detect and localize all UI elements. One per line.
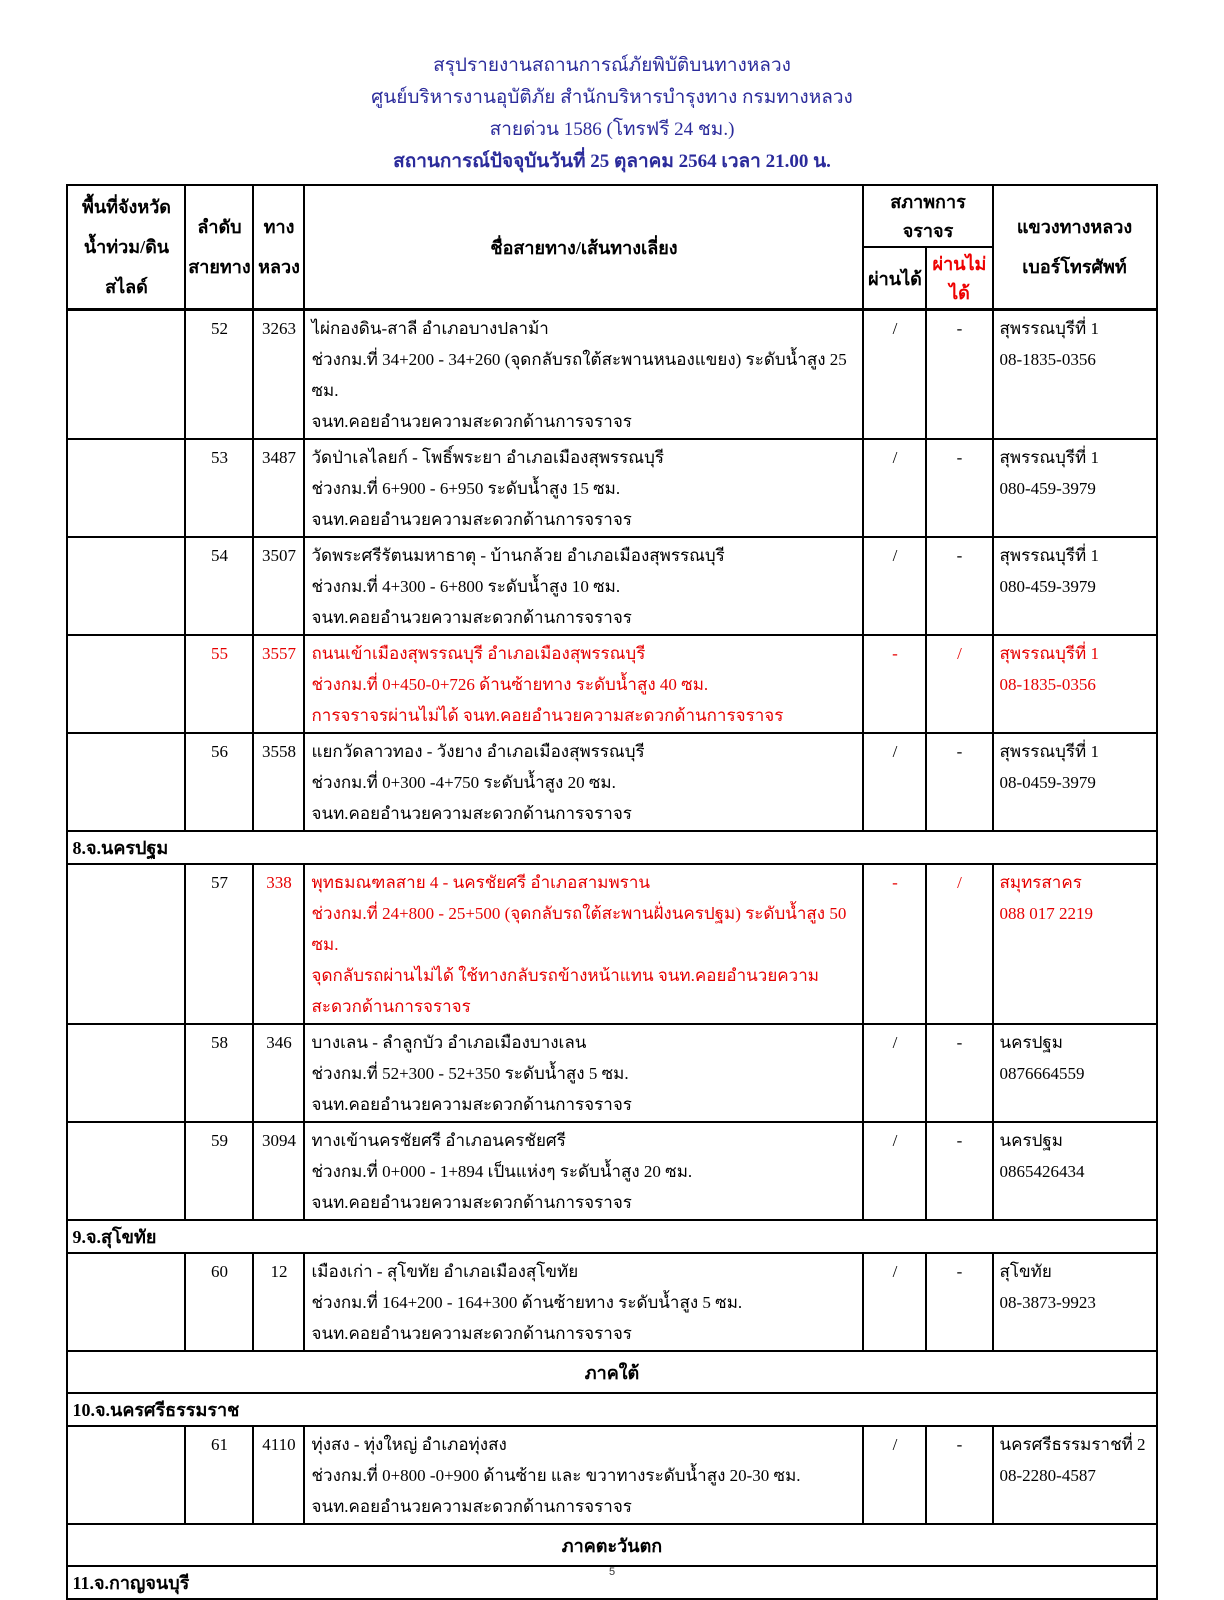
route-line: ช่วงกม.ที่ 6+900 - 6+950 ระดับน้ำสูง 15 ซม.	[311, 479, 621, 498]
table-row	[67, 635, 1156, 733]
route-line: เมืองเก่า - สุโขทัย อำเภอเมืองสุโขทัย	[311, 1262, 579, 1281]
report-hotline-line: สายด่วน 1586 (โทรฟรี 24 ชม.)	[489, 119, 735, 140]
area-cell	[67, 1122, 185, 1220]
highway-cell: 3507	[253, 537, 304, 635]
highway-cell: 3557	[253, 635, 304, 733]
table-row	[67, 1426, 1156, 1524]
route-line: จุดกลับรถผ่านไม่ได้ ใช้ทางกลับรถข้างหน้าแทน จนท.คอยอำนวยความสะดวกด้านการจราจร	[311, 966, 819, 1016]
area-cell	[67, 310, 185, 440]
district-line: สุพรรณบุรีที่ 1	[999, 742, 1099, 761]
route-cell	[304, 733, 863, 831]
route-line: วัดพระศรีรัตนมหาธาตุ - บ้านกล้วย อำเภอเมืองสุพรรณบุรี	[311, 546, 725, 565]
table-row	[67, 733, 1156, 831]
highway-cell: 3263	[253, 310, 304, 440]
table-row	[67, 864, 1156, 1024]
area-cell	[67, 1024, 185, 1122]
table-body	[67, 310, 1156, 1600]
route-cell	[304, 1253, 863, 1351]
area-cell	[67, 1426, 185, 1524]
province-section-label: 11.จ.กาญจนบุรี	[67, 1566, 1156, 1599]
header-district-line1: แขวงทางหลวง	[1016, 217, 1133, 237]
header-highway-line1: ทาง	[263, 217, 295, 237]
district-line: 08-2280-4587	[999, 1466, 1096, 1485]
route-line: ช่วงกม.ที่ 0+800 -0+900 ด้านซ้าย และ ขวาทางระดับน้ำสูง 20-30 ซม.	[311, 1466, 801, 1485]
nopass-cell: /	[926, 635, 992, 733]
table-row	[67, 439, 1156, 537]
district-cell	[993, 439, 1157, 537]
seq-cell: 53	[185, 439, 253, 537]
route-line: วัดป่าเลไลยก์ - โพธิ์พระยา อำเภอเมืองสุพรรณบุรี	[311, 448, 665, 467]
province-section-row	[67, 1220, 1156, 1253]
route-line: จนท.คอยอำนวยความสะดวกด้านการจราจร	[311, 412, 632, 431]
highway-cell: 3558	[253, 733, 304, 831]
nopass-cell: -	[926, 537, 992, 635]
district-cell	[993, 1122, 1157, 1220]
header-passable: ผ่านได้	[863, 247, 926, 310]
route-line: การจราจรผ่านไม่ได้ จนท.คอยอำนวยความสะดวกด้านการจราจร	[311, 706, 784, 725]
route-cell	[304, 1122, 863, 1220]
pass-cell: /	[863, 1122, 926, 1220]
seq-cell: 57	[185, 864, 253, 1024]
header-highway-column	[253, 185, 304, 310]
route-line: จนท.คอยอำนวยความสะดวกด้านการจราจร	[311, 510, 632, 529]
nopass-cell: -	[926, 439, 992, 537]
seq-cell: 52	[185, 310, 253, 440]
header-area-line1: พื้นที่จังหวัด	[81, 197, 171, 217]
route-cell	[304, 1024, 863, 1122]
district-line: สุโขทัย	[999, 1262, 1052, 1281]
nopass-cell: -	[926, 1122, 992, 1220]
highway-cell: 3487	[253, 439, 304, 537]
district-line: 0876664559	[999, 1064, 1085, 1083]
table-row	[67, 1024, 1156, 1122]
district-cell	[993, 310, 1157, 440]
route-line: ช่วงกม.ที่ 34+200 - 34+260 (จุดกลับรถใต้สะพานหนองแขยง) ระดับน้ำสูง 25 ซม.	[311, 350, 847, 400]
region-header-row	[67, 1351, 1156, 1393]
district-line: สุพรรณบุรีที่ 1	[999, 644, 1099, 663]
route-line: ทุ่งสง - ทุ่งใหญ่ อำเภอทุ่งสง	[311, 1435, 507, 1454]
district-cell	[993, 864, 1157, 1024]
table-row	[67, 1122, 1156, 1220]
route-cell	[304, 635, 863, 733]
header-district-line2: เบอร์โทรศัพท์	[1022, 257, 1127, 277]
report-header	[0, 0, 1224, 178]
route-line: ช่วงกม.ที่ 4+300 - 6+800 ระดับน้ำสูง 10 ซม.	[311, 577, 621, 596]
pass-cell: -	[863, 635, 926, 733]
pass-cell: /	[863, 439, 926, 537]
route-line: แยกวัดลาวทอง - วังยาง อำเภอเมืองสุพรรณบุรี	[311, 742, 645, 761]
header-seq-column	[185, 185, 253, 310]
route-line: ถนนเข้าเมืองสุพรรณบุรี อำเภอเมืองสุพรรณบุรี	[311, 644, 646, 663]
province-section-label: 9.จ.สุโขทัย	[67, 1220, 1156, 1253]
district-cell	[993, 1024, 1157, 1122]
area-cell	[67, 439, 185, 537]
seq-cell: 56	[185, 733, 253, 831]
district-line: สุพรรณบุรีที่ 1	[999, 546, 1099, 565]
route-line: ทางเข้านครชัยศรี อำเภอนครชัยศรี	[311, 1131, 566, 1150]
route-line: พุทธมณฑลสาย 4 - นครชัยศรี อำเภอสามพราน	[311, 873, 650, 892]
route-line: ไผ่กองดิน-สาลี อำเภอบางปลาม้า	[311, 319, 549, 338]
route-line: ช่วงกม.ที่ 52+300 - 52+350 ระดับน้ำสูง 5 ซม.	[311, 1064, 629, 1083]
province-section-row	[67, 831, 1156, 864]
report-title-line-1: สรุปรายงานสถานการณ์ภัยพิบัติบนทางหลวง	[433, 55, 791, 76]
district-line: 080-459-3979	[999, 577, 1096, 596]
district-line: 08-1835-0356	[999, 350, 1096, 369]
seq-cell: 58	[185, 1024, 253, 1122]
pass-cell: /	[863, 1253, 926, 1351]
province-section-label: 8.จ.นครปฐม	[67, 831, 1156, 864]
pass-cell: /	[863, 733, 926, 831]
route-line: ช่วงกม.ที่ 24+800 - 25+500 (จุดกลับรถใต้สะพานฝั่งนครปฐม) ระดับน้ำสูง 50 ซม.	[311, 904, 847, 954]
highway-cell: 346	[253, 1024, 304, 1122]
header-area-line2: น้ำท่วม/ดินสไลด์	[83, 237, 170, 297]
pass-cell: /	[863, 537, 926, 635]
district-line: สมุทรสาคร	[999, 873, 1082, 892]
pass-cell: /	[863, 310, 926, 440]
header-route-column: ชื่อสายทาง/เส้นทางเลี่ยง	[304, 185, 863, 310]
route-cell	[304, 439, 863, 537]
district-line: 08-3873-9923	[999, 1293, 1096, 1312]
disaster-report-table	[66, 184, 1157, 1600]
district-cell	[993, 635, 1157, 733]
header-district-column	[993, 185, 1157, 310]
region-header-row	[67, 1524, 1156, 1566]
highway-cell: 3094	[253, 1122, 304, 1220]
route-line: จนท.คอยอำนวยความสะดวกด้านการจราจร	[311, 1324, 632, 1343]
route-line: ช่วงกม.ที่ 0+300 -4+750 ระดับน้ำสูง 20 ซม.	[311, 773, 616, 792]
header-highway-line2: หลวง	[258, 257, 300, 277]
header-area-column	[67, 185, 185, 310]
seq-cell: 59	[185, 1122, 253, 1220]
route-line: จนท.คอยอำนวยความสะดวกด้านการจราจร	[311, 1497, 632, 1516]
area-cell	[67, 537, 185, 635]
district-line: นครศรีธรรมราชที่ 2	[999, 1435, 1146, 1454]
header-seq-line2: สายทาง	[188, 257, 251, 277]
route-line: ช่วงกม.ที่ 0+450-0+726 ด้านซ้ายทาง ระดับน้ำสูง 40 ซม.	[311, 675, 709, 694]
area-cell	[67, 1253, 185, 1351]
report-title-line-2: ศูนย์บริหารงานอุบัติภัย สำนักบริหารบำรุงทาง กรมทางหลวง	[371, 87, 853, 108]
province-section-row	[67, 1393, 1156, 1426]
pass-cell: -	[863, 864, 926, 1024]
nopass-cell: -	[926, 1426, 992, 1524]
report-status-date-line: สถานการณ์ปัจจุบันวันที่ 25 ตุลาคม 2564 เวลา 21.00 น.	[393, 151, 831, 172]
highway-cell: 338	[253, 864, 304, 1024]
district-line: 0865426434	[999, 1162, 1085, 1181]
district-line: สุพรรณบุรีที่ 1	[999, 448, 1099, 467]
header-not-passable: ผ่านไม่ได้	[926, 247, 992, 310]
nopass-cell: -	[926, 733, 992, 831]
seq-cell: 54	[185, 537, 253, 635]
seq-cell: 60	[185, 1253, 253, 1351]
district-line: 08-1835-0356	[999, 675, 1096, 694]
table-row	[67, 310, 1156, 440]
nopass-cell: -	[926, 1024, 992, 1122]
route-line: ช่วงกม.ที่ 0+000 - 1+894 เป็นแห่งๆ ระดับน้ำสูง 20 ซม.	[311, 1162, 693, 1181]
district-line: นครปฐม	[999, 1131, 1064, 1150]
route-line: ช่วงกม.ที่ 164+200 - 164+300 ด้านซ้ายทาง ระดับน้ำสูง 5 ซม.	[311, 1293, 743, 1312]
route-cell	[304, 537, 863, 635]
table-row	[67, 1253, 1156, 1351]
route-cell	[304, 864, 863, 1024]
seq-cell: 55	[185, 635, 253, 733]
pass-cell: /	[863, 1024, 926, 1122]
route-cell	[304, 1426, 863, 1524]
page-number: 5	[608, 1566, 616, 1578]
district-cell	[993, 733, 1157, 831]
district-line: นครปฐม	[999, 1033, 1064, 1052]
district-line: สุพรรณบุรีที่ 1	[999, 319, 1099, 338]
district-cell	[993, 1253, 1157, 1351]
route-cell	[304, 310, 863, 440]
region-header-label: ภาคใต้	[67, 1351, 1156, 1393]
route-line: จนท.คอยอำนวยความสะดวกด้านการจราจร	[311, 608, 632, 627]
route-line: จนท.คอยอำนวยความสะดวกด้านการจราจร	[311, 804, 632, 823]
province-section-label: 10.จ.นครศรีธรรมราช	[67, 1393, 1156, 1426]
region-header-label: ภาคตะวันตก	[67, 1524, 1156, 1566]
area-cell	[67, 864, 185, 1024]
table-row	[67, 537, 1156, 635]
area-cell	[67, 635, 185, 733]
district-line: 088 017 2219	[999, 904, 1093, 923]
route-line: บางเลน - ลำลูกบัว อำเภอเมืองบางเลน	[311, 1033, 587, 1052]
pass-cell: /	[863, 1426, 926, 1524]
header-traffic-group: สภาพการจราจร	[863, 185, 992, 247]
district-line: 080-459-3979	[999, 479, 1096, 498]
header-seq-line1: ลำดับ	[197, 217, 242, 237]
nopass-cell: -	[926, 310, 992, 440]
district-cell	[993, 1426, 1157, 1524]
route-line: จนท.คอยอำนวยความสะดวกด้านการจราจร	[311, 1095, 632, 1114]
seq-cell: 61	[185, 1426, 253, 1524]
district-line: 08-0459-3979	[999, 773, 1096, 792]
highway-cell: 12	[253, 1253, 304, 1351]
highway-cell: 4110	[253, 1426, 304, 1524]
area-cell	[67, 733, 185, 831]
nopass-cell: /	[926, 864, 992, 1024]
route-line: จนท.คอยอำนวยความสะดวกด้านการจราจร	[311, 1193, 632, 1212]
nopass-cell: -	[926, 1253, 992, 1351]
district-cell	[993, 537, 1157, 635]
